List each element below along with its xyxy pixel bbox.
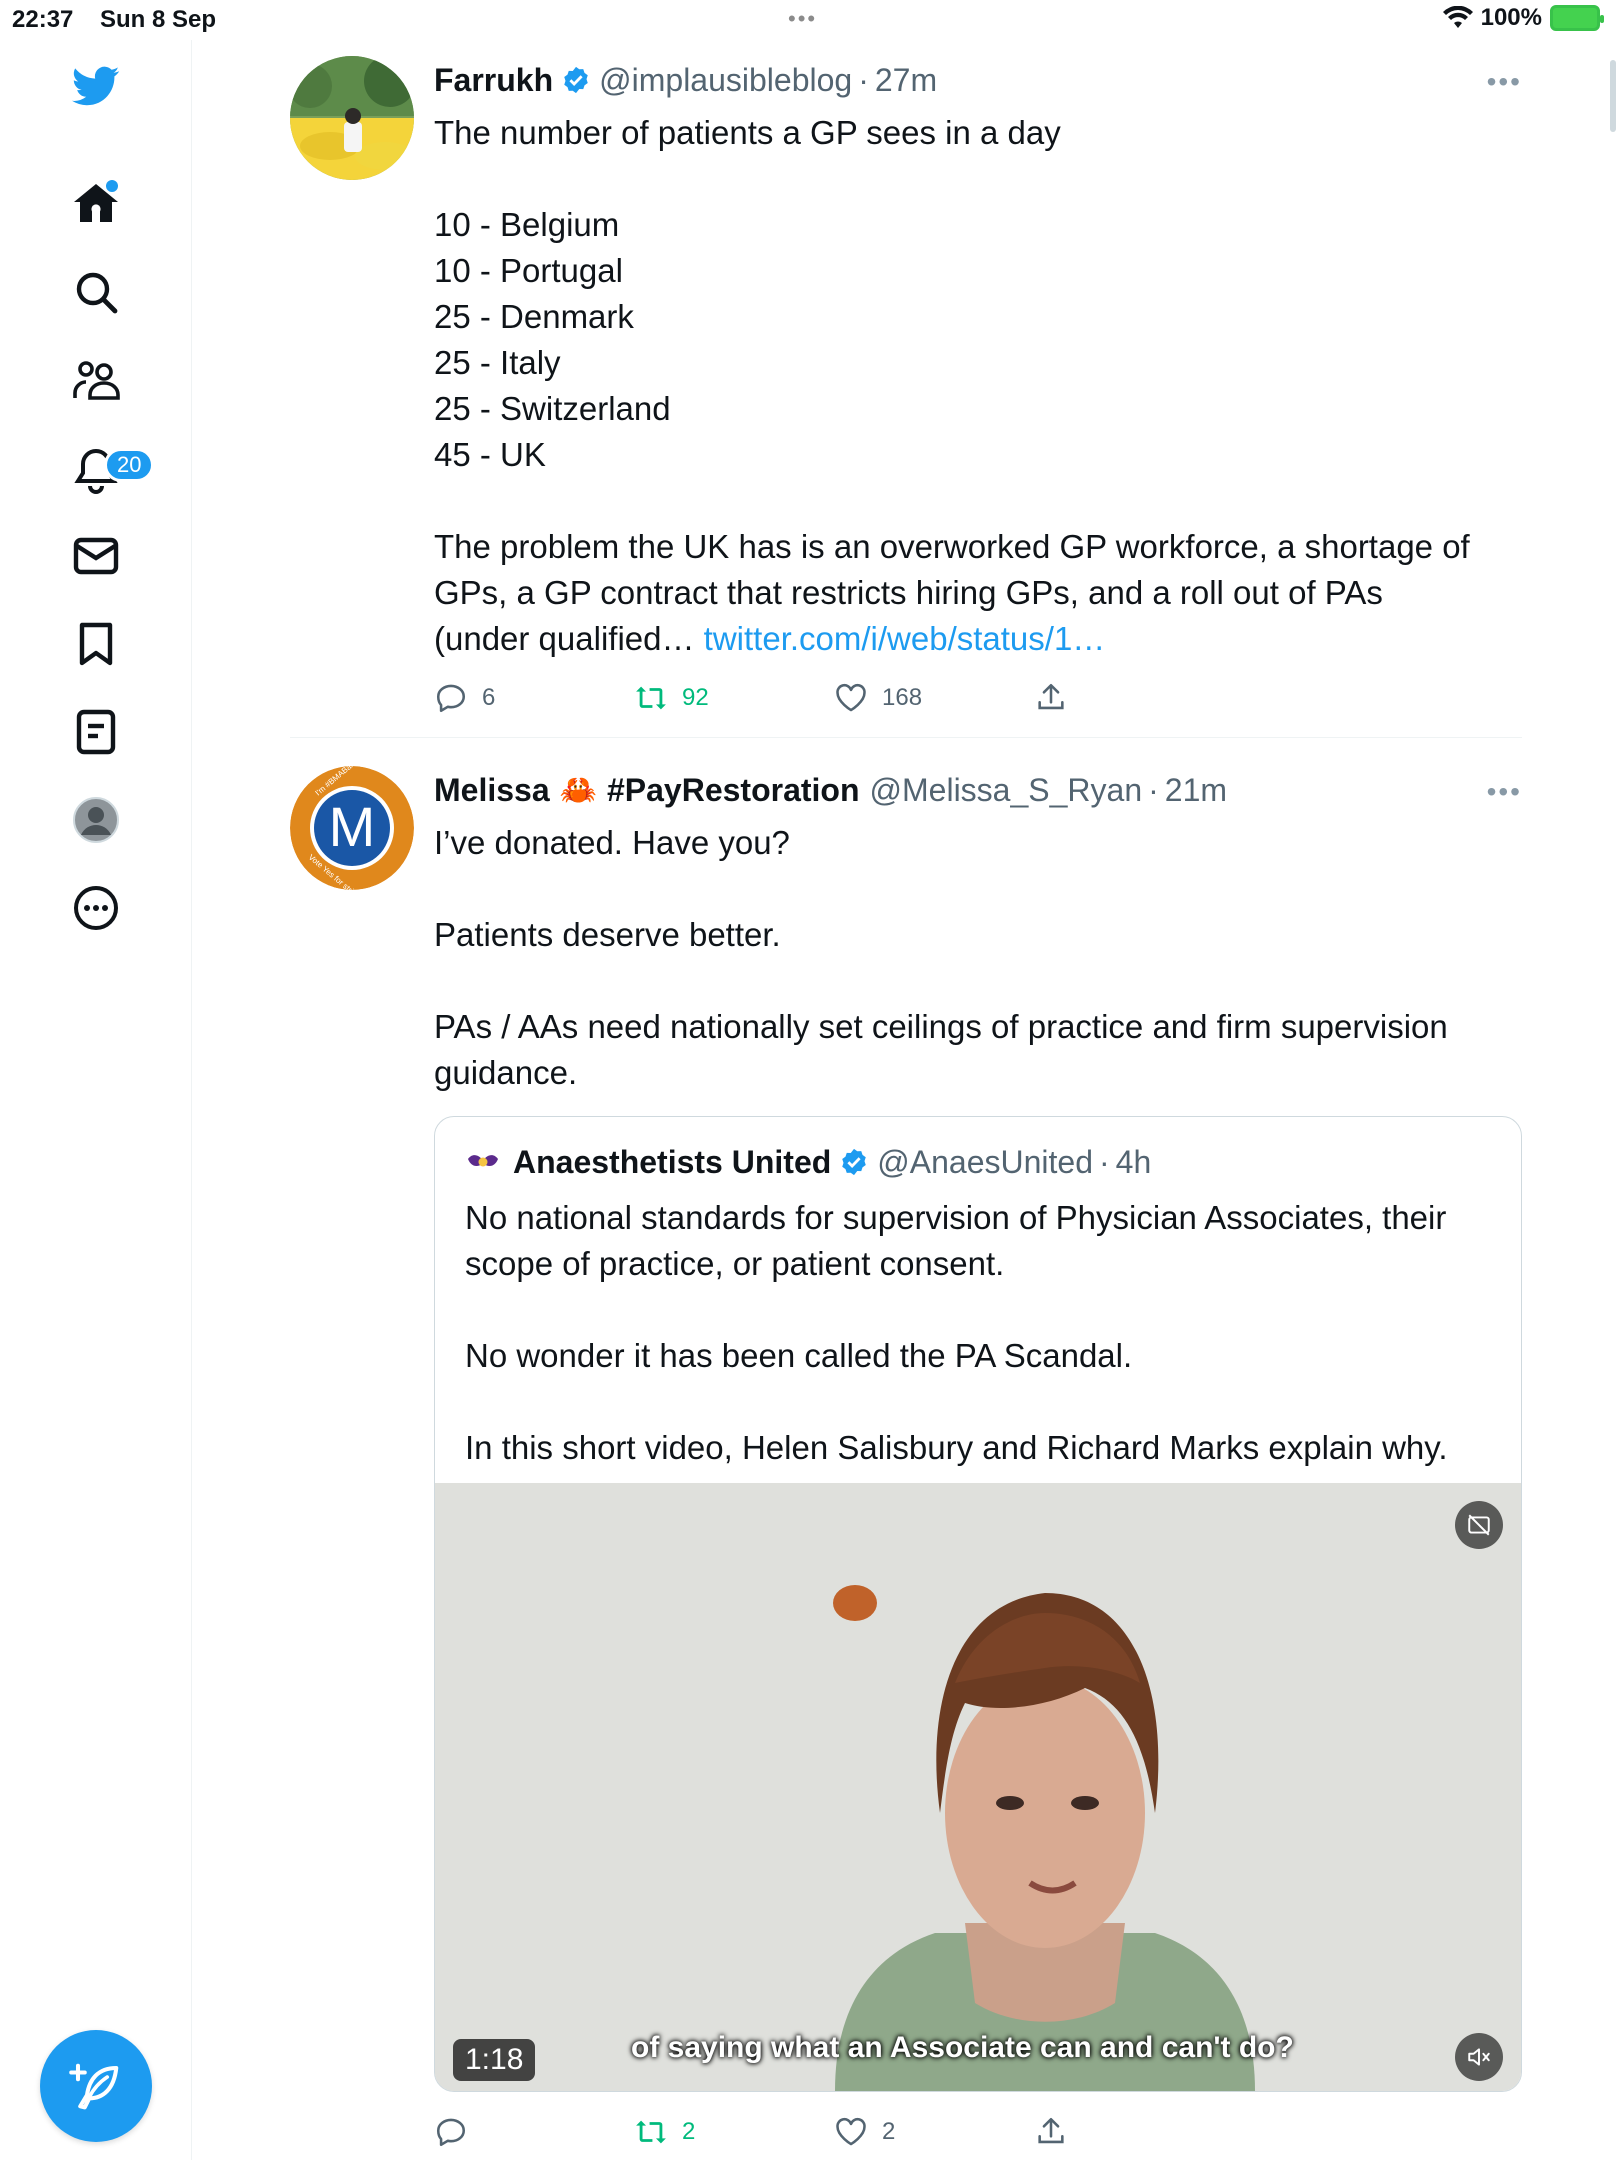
video-frame bbox=[435, 1483, 1521, 2091]
heart-icon bbox=[834, 2115, 868, 2149]
tweet-text-truncated: (under qualified… bbox=[434, 620, 695, 657]
tweet-text-line bbox=[434, 866, 1522, 912]
bookmark-icon bbox=[72, 620, 120, 668]
compose-feather-icon bbox=[69, 2059, 123, 2113]
sidebar-item-bookmarks[interactable] bbox=[60, 608, 132, 680]
tweet-time[interactable]: 27m bbox=[874, 61, 938, 98]
status-date: Sun 8 Sep bbox=[100, 6, 217, 33]
sidebar-item-messages[interactable] bbox=[60, 520, 132, 592]
like-count: 2 bbox=[882, 2118, 896, 2145]
share-button[interactable] bbox=[1034, 2115, 1068, 2149]
quoted-author-name[interactable]: Anaesthetists United bbox=[513, 1143, 832, 1180]
video-player[interactable] bbox=[435, 1483, 1521, 2091]
communities-icon bbox=[72, 356, 120, 404]
author-name[interactable]: Melissa bbox=[434, 771, 550, 808]
envelope-icon bbox=[72, 532, 120, 580]
sidebar-item-explore[interactable] bbox=[60, 256, 132, 328]
video-duration: 1:18 bbox=[453, 2039, 535, 2081]
mute-icon[interactable] bbox=[1455, 2033, 1503, 2081]
quoted-tweet[interactable] bbox=[434, 1116, 1522, 2092]
tweet-text-line: 25 - Denmark bbox=[434, 298, 634, 335]
tweet-actions bbox=[434, 2108, 1522, 2156]
battery-percent: 100% bbox=[1480, 4, 1542, 31]
quoted-text-line bbox=[465, 1287, 1491, 1333]
like-button[interactable] bbox=[834, 2115, 1034, 2149]
battery-icon bbox=[1550, 5, 1600, 31]
tweet-text-line: I’ve donated. Have you? bbox=[434, 824, 790, 861]
notification-badge: 20 bbox=[104, 448, 154, 482]
tweet-text-line bbox=[434, 478, 1522, 524]
tweet-text-line: 25 - Italy bbox=[434, 344, 561, 381]
user-avatar[interactable] bbox=[290, 56, 414, 180]
reply-icon bbox=[434, 681, 468, 715]
tweet-divider bbox=[290, 737, 1522, 738]
wifi-icon bbox=[1443, 6, 1473, 30]
tweet-text-line: GPs, a GP contract that restricts hiring GPs, and a roll out of PAs bbox=[434, 574, 1383, 611]
quoted-text-line: In this short video, Helen Salisbury and Richard Marks explain why. bbox=[465, 1429, 1448, 1466]
tweet-text bbox=[434, 820, 1522, 1096]
author-handle[interactable]: @implausibleblog bbox=[599, 61, 853, 98]
tweet-time[interactable]: 21m bbox=[1164, 771, 1228, 808]
profile-avatar-icon bbox=[72, 796, 120, 844]
tweet-text-line: PAs / AAs need nationally set ceilings of practice and firm supervision bbox=[434, 1008, 1448, 1045]
reply-icon bbox=[434, 2115, 468, 2149]
search-icon bbox=[72, 268, 120, 316]
verified-badge-icon bbox=[839, 1147, 869, 1177]
tweet-text-line: 10 - Belgium bbox=[434, 206, 620, 243]
retweet-count: 92 bbox=[682, 684, 709, 711]
reply-button[interactable] bbox=[434, 681, 634, 715]
quoted-text-line: scope of practice, or patient consent. bbox=[465, 1245, 1005, 1282]
captions-icon[interactable] bbox=[1455, 1501, 1503, 1549]
tweet-text-line: The problem the UK has is an overworked GP workforce, a shortage of bbox=[434, 528, 1470, 565]
tweet-text-line: The number of patients a GP sees in a day bbox=[434, 114, 1061, 151]
avatar-letter: M bbox=[328, 795, 376, 858]
more-circle-icon bbox=[72, 884, 120, 932]
sidebar-item-more[interactable] bbox=[60, 872, 132, 944]
tweet-actions bbox=[434, 674, 1522, 722]
compose-tweet-button[interactable] bbox=[40, 2030, 152, 2142]
tweet-header: Melissa 🦀 #PayRestoration @Melissa_S_Ryan · 21m bbox=[434, 771, 1228, 808]
video-caption: of saying what an Associate can and can't do? bbox=[631, 2031, 1294, 2064]
tweet-header: Farrukh @implausibleblog · 27m bbox=[434, 61, 938, 98]
quoted-text-line: No national standards for supervision of Physician Associates, their bbox=[465, 1199, 1447, 1236]
multitasking-dots-icon[interactable]: ••• bbox=[788, 6, 818, 31]
like-count: 168 bbox=[882, 684, 923, 711]
quoted-tweet-header: Anaesthetists United @AnaesUnited · 4h bbox=[465, 1141, 1491, 1183]
status-bar bbox=[0, 0, 1620, 40]
quoted-tweet-time: 4h bbox=[1115, 1143, 1152, 1180]
tweet-text-line: 10 - Portugal bbox=[434, 252, 623, 289]
scrollbar[interactable] bbox=[1610, 60, 1616, 132]
like-button[interactable] bbox=[834, 681, 1034, 715]
tweet-link[interactable]: twitter.com/i/web/status/1… bbox=[703, 620, 1106, 657]
quoted-text-line bbox=[465, 1379, 1491, 1425]
quoted-text-line: No wonder it has been called the PA Scandal. bbox=[465, 1337, 1133, 1374]
sidebar-item-communities[interactable] bbox=[60, 344, 132, 416]
author-name[interactable]: Farrukh bbox=[434, 61, 554, 98]
reply-count: 6 bbox=[482, 684, 496, 711]
heart-icon bbox=[834, 681, 868, 715]
lists-icon bbox=[72, 708, 120, 756]
tweet-text-line: guidance. bbox=[434, 1054, 578, 1091]
retweet-icon bbox=[634, 2115, 668, 2149]
user-avatar[interactable] bbox=[290, 766, 414, 890]
sidebar-item-notifications[interactable] bbox=[60, 434, 142, 506]
author-name-tag[interactable]: #PayRestoration bbox=[606, 771, 860, 808]
retweet-count: 2 bbox=[682, 2118, 696, 2145]
sidebar-item-home[interactable] bbox=[60, 168, 132, 240]
share-icon bbox=[1034, 681, 1068, 715]
tweet-text-line-with-link bbox=[434, 616, 1522, 662]
retweet-button[interactable] bbox=[634, 2115, 834, 2149]
retweet-button[interactable] bbox=[634, 681, 834, 715]
quoted-author-handle[interactable]: @AnaesUnited bbox=[877, 1143, 1093, 1180]
status-time: 22:37 bbox=[12, 6, 74, 33]
tweet-text-line: 25 - Switzerland bbox=[434, 390, 671, 427]
tweet-text-line: Patients deserve better. bbox=[434, 916, 781, 953]
status-right bbox=[1443, 4, 1600, 32]
share-button[interactable] bbox=[1034, 681, 1068, 715]
tweet-text-line bbox=[434, 958, 1522, 1004]
quoted-avatar[interactable] bbox=[465, 1144, 501, 1180]
tweet-text bbox=[434, 110, 1522, 662]
sidebar-item-profile[interactable] bbox=[60, 784, 132, 856]
author-handle[interactable]: @Melissa_S_Ryan bbox=[869, 771, 1143, 808]
sidebar-nav bbox=[0, 40, 192, 2160]
more-options-icon[interactable]: ••• bbox=[1486, 66, 1522, 97]
tweet-text-line bbox=[434, 156, 1522, 202]
quoted-tweet-text bbox=[465, 1195, 1491, 1471]
retweet-icon bbox=[634, 681, 668, 715]
reply-button[interactable] bbox=[434, 2115, 634, 2149]
home-unread-dot bbox=[106, 180, 118, 192]
sidebar-item-lists[interactable] bbox=[60, 696, 132, 768]
tweet-text-line: 45 - UK bbox=[434, 436, 546, 473]
twitter-logo-icon[interactable] bbox=[60, 50, 132, 122]
more-options-icon[interactable]: ••• bbox=[1486, 776, 1522, 807]
crab-emoji-icon: 🦀 bbox=[559, 773, 597, 807]
verified-badge-icon bbox=[561, 65, 591, 95]
share-icon bbox=[1034, 2115, 1068, 2149]
